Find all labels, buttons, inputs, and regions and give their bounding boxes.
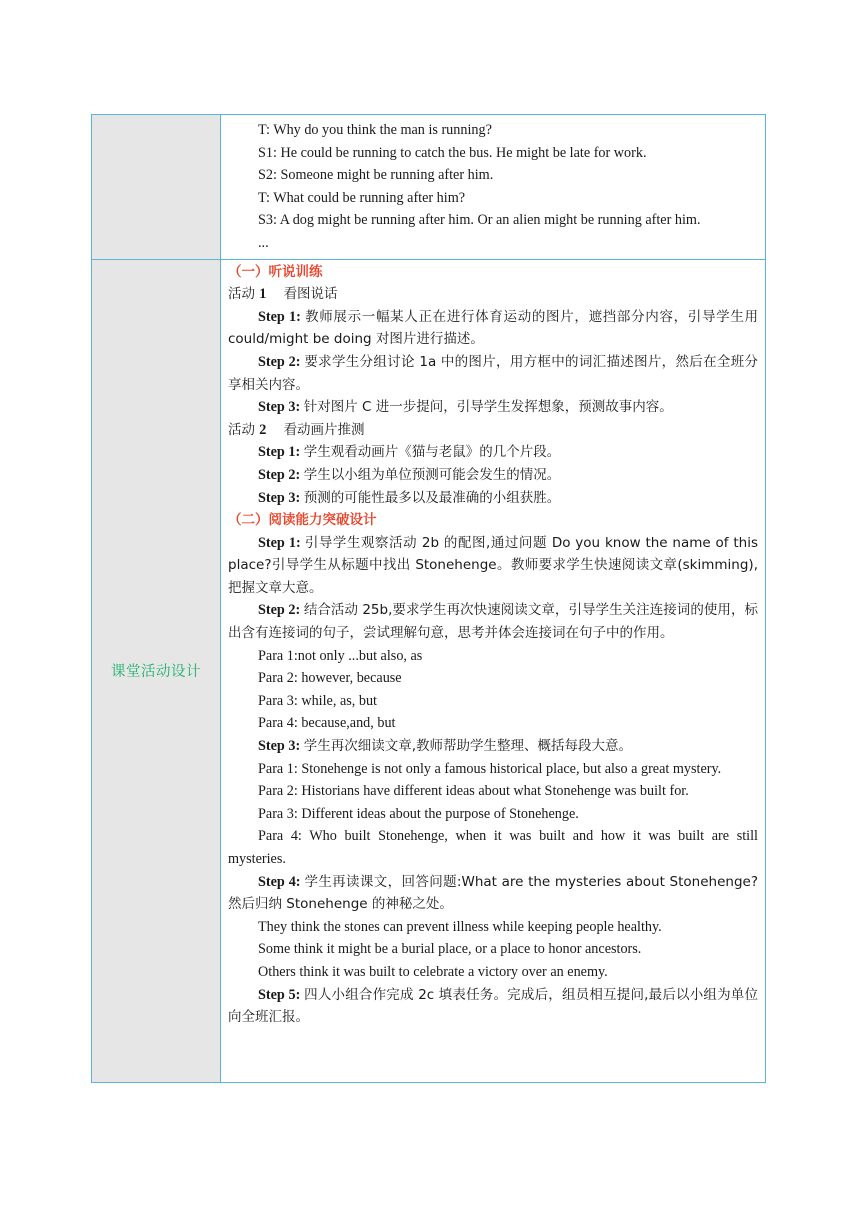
mystery-answer: Some think it might be a burial place, or a place to honor ancestors.	[258, 941, 642, 958]
section-label: 课堂活动设计	[111, 664, 201, 681]
activity-1-step-3: Step 3: 针对图片 C 进一步提问，引导学生发挥想象，预测故事内容。	[258, 399, 673, 416]
dialogue-line: ...	[258, 234, 269, 251]
section-heading-listening-speaking: （一）听说训练	[228, 263, 323, 280]
reading-step-2: Step 2: 结合活动 25b,要求学生再次快速阅读文章，引导学生关注连接词的使用，标出含有连接词的句子，尝试理解句意，思考并体会连接词在句子中的作用。	[228, 602, 758, 642]
dialogue-cell	[221, 115, 766, 260]
activity-2-step-3: Step 3: 预测的可能性最多以及最准确的小组获胜。	[258, 489, 561, 506]
table-row-activities	[92, 259, 766, 1082]
reading-step-3: Step 3: 学生再次细读文章,教师帮助学生整理、概括每段大意。	[258, 738, 633, 755]
main-idea-para: Para 2: Historians have different ideas about what Stonehenge was built for.	[258, 783, 689, 800]
section-heading-reading: （二）阅读能力突破设计	[228, 512, 377, 529]
dialogue-line: S3: A dog might be running after him. Or an alien might be running after him.	[258, 212, 701, 229]
table-row-dialogue	[92, 115, 766, 260]
reading-step-5: Step 5: 四人小组合作完成 2c 填表任务。完成后，组员相互提问,最后以小组为单位向全班汇报。	[228, 986, 759, 1026]
activity-2-step-2: Step 2: 学生以小组为单位预测可能会发生的情况。	[258, 466, 561, 483]
main-idea-para: Para 4: Who built Stonehenge, when it was built and how it was built are still mysteries.	[228, 828, 758, 867]
activity-1-title: 活动 1 看图说话	[228, 286, 338, 303]
connective-para: Para 2: however, because	[258, 670, 402, 687]
connective-para: Para 4: because,and, but	[258, 715, 396, 732]
mystery-answer: They think the stones can prevent illness while keeping people healthy.	[258, 918, 662, 935]
activity-2-step-1: Step 1: 学生观看动画片《猫与老鼠》的几个片段。	[258, 444, 561, 461]
mystery-answer: Others think it was built to celebrate a victory over an enemy.	[258, 963, 608, 980]
reading-step-4: Step 4: 学生再读课文，回答问题:What are the mysteries about Stonehenge?然后归纳 Stonehenge 的神秘之处。	[228, 873, 758, 913]
activity-2-title: 活动 2 看动画片推测	[228, 421, 365, 438]
activity-1-step-2: Step 2: 要求学生分组讨论 1a 中的图片，用方框中的词汇描述图片，然后在全班分享相关内容。	[228, 353, 759, 393]
dialogue-line: S2: Someone might be running after him.	[258, 167, 494, 184]
dialogue-line: T: What could be running after him?	[258, 189, 466, 206]
activity-1-step-1: Step 1: 教师展示一幅某人正在进行体育运动的图片，遮挡部分内容，引导学生用 could/might be doing 对图片进行描述。	[228, 308, 759, 348]
connective-para: Para 1:not only ...but also, as	[258, 647, 423, 664]
row-label-empty	[92, 115, 221, 260]
lesson-plan-table	[91, 114, 766, 1083]
activities-cell	[221, 259, 766, 1082]
connective-para: Para 3: while, as, but	[258, 692, 377, 709]
main-idea-para: Para 3: Different ideas about the purpose of Stonehenge.	[258, 805, 579, 822]
dialogue-line: S1: He could be running to catch the bus. He might be late for work.	[258, 144, 647, 161]
row-label-classroom-activities	[92, 259, 221, 1082]
reading-step-1: Step 1: 引导学生观察活动 2b 的配图,通过问题 Do you know the name of this place?引导学生从标题中找出 Stonehenge。教师要求学生快速阅读文章(skimming),把握文章大意。	[228, 534, 759, 596]
dialogue-line: T: Why do you think the man is running?	[258, 122, 492, 138]
main-idea-para: Para 1: Stonehenge is not only a famous historical place, but also a great mystery.	[258, 760, 722, 777]
